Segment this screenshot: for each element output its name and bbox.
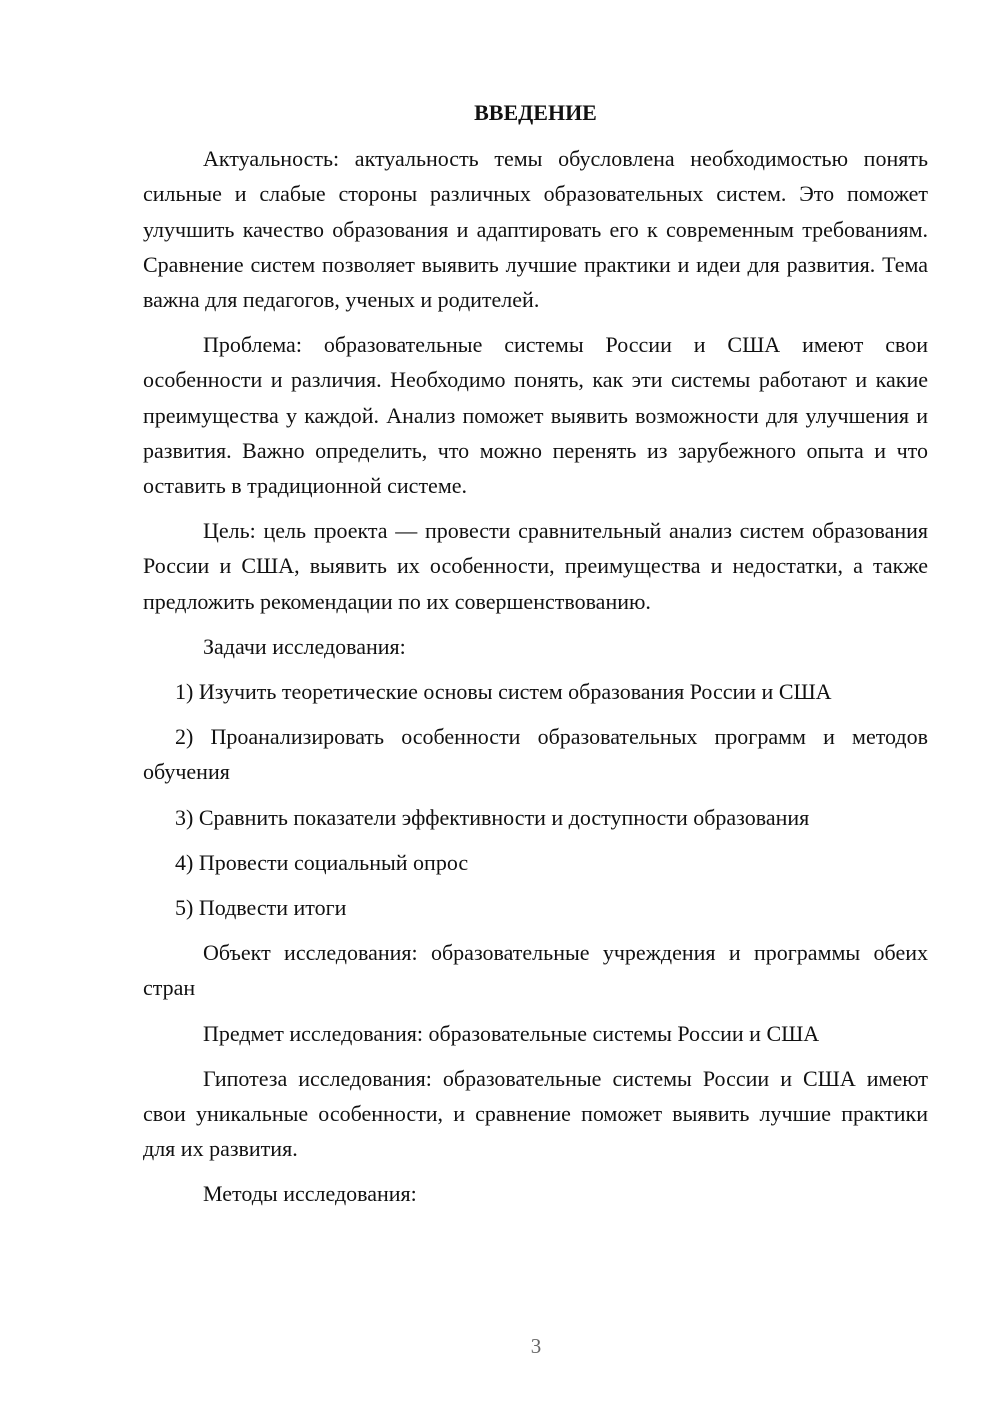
paragraph-goal: Цель: цель проекта — провести сравнительный анализ систем образования России и США, выявить их особенности, преимущества и недостатки, а также предложить рекомендации по их совершенствованию. [143,518,928,614]
methods-heading: Методы исследования: [203,1181,417,1207]
page-number: 3 [530,1334,542,1358]
paragraph-object: Объект исследования: образовательные учреждения и программы обеих стран [143,940,928,1001]
task-item-1: 1) Изучить теоретические основы систем образования России и США [175,679,832,705]
paragraph-problem: Проблема: образовательные системы России и США имеют свои особенности и различия. Необходимо понять, как эти системы работают и какие преимущества у каждой. Анализ поможет выявить возможности для улучшения и развития. Важно определить, что можно перенять из зарубежного опыта и что оставить в традиционной системе. [143,332,928,499]
paragraph-hypothesis: Гипотеза исследования: образовательные системы России и США имеют свои уникальные особенности, и сравнение поможет выявить лучшие практики для их развития. [143,1065,928,1162]
paragraph-subject: Предмет исследования: образовательные системы России и США [203,1020,820,1046]
task-item-5: 5) Подвести итоги [175,895,347,921]
tasks-heading: Задачи исследования: [203,633,406,659]
task-item-4: 4) Провести социальный опрос [175,849,469,875]
task-item-2: 2) Проанализировать особенности образовательных программ и методов обучения [143,724,928,785]
paragraph-relevance: Актуальность: актуальность темы обусловлена необходимостью понять сильные и слабые стороны различных образовательных систем. Это поможет улучшить качество образования и адаптировать его к современным требованиям. Сравнение систем позволяет выявить лучшие практики и идеи для развития. Тема важна для педагогов, ученых и родителей. [143,146,928,313]
task-item-3: 3) Сравнить показатели эффективности и доступности образования [175,804,810,830]
page-content [143,95,928,1212]
page-title: ВВЕДЕНИЕ [474,100,597,125]
